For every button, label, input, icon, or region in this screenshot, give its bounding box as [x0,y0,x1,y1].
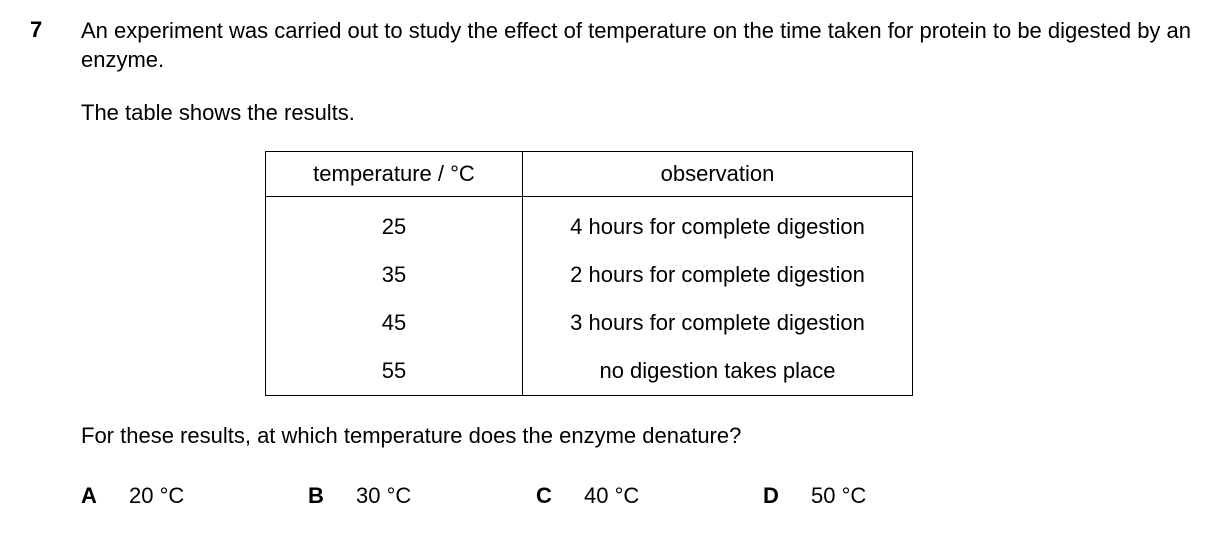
option-text: 30 °C [356,483,412,508]
header-observation: observation [523,152,913,197]
temperature-cell: 25 [266,197,523,252]
option-d[interactable] [763,483,866,509]
table-row [266,197,913,252]
observation-cell: no digestion takes place [523,347,913,396]
results-table [265,151,913,396]
option-letter: C [536,483,552,508]
option-letter: A [81,483,97,508]
table-header-row [266,152,913,197]
option-b[interactable] [308,483,411,509]
option-text: 50 °C [811,483,867,508]
header-temperature: temperature / °C [266,152,523,197]
option-letter: B [308,483,324,508]
option-text: 20 °C [129,483,185,508]
observation-cell: 3 hours for complete digestion [523,299,913,347]
temperature-cell: 35 [266,251,523,299]
table-row [266,251,913,299]
temperature-cell: 55 [266,347,523,396]
table-row [266,347,913,396]
question-text: For these results, at which temperature does the enzyme denature? [81,423,742,448]
question-stem: An experiment was carried out to study the effect of temperature on the time taken for protein to be digested by an enzyme. [81,18,1192,72]
question-number: 7 [30,17,43,42]
option-letter: D [763,483,779,508]
option-c[interactable] [536,483,639,509]
observation-cell: 2 hours for complete digestion [523,251,913,299]
observation-cell: 4 hours for complete digestion [523,197,913,252]
temperature-cell: 45 [266,299,523,347]
table-intro: The table shows the results. [81,100,355,125]
option-text: 40 °C [584,483,640,508]
table-row [266,299,913,347]
option-a[interactable] [81,483,184,509]
